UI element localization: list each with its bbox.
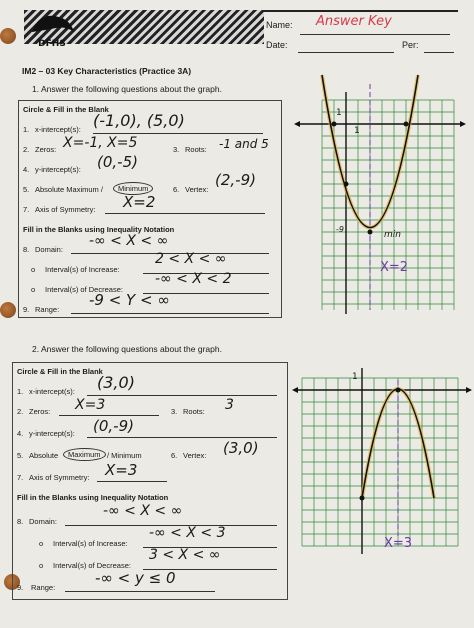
problem-2-box bbox=[12, 362, 288, 600]
p1-item2-label: Zeros: bbox=[35, 145, 57, 154]
p2-decrease-label: Interval(s) of Decrease: bbox=[53, 561, 131, 570]
graph-1-y1-label: 1 bbox=[336, 108, 342, 118]
graph-1 bbox=[288, 70, 468, 320]
p1-item6-num: 6. bbox=[173, 185, 180, 194]
p1-yint-answer: (0,-5) bbox=[97, 153, 138, 171]
p1-ineq4-num: 9. bbox=[23, 305, 30, 314]
graph-2-axis-label: X=3 bbox=[384, 536, 413, 551]
p1-ineq1-num: 8. bbox=[23, 245, 30, 254]
p2-domain-label: Domain: bbox=[29, 517, 57, 526]
name-value: Answer Key bbox=[316, 14, 392, 29]
p2-range-label: Range: bbox=[31, 583, 56, 592]
p1-axis-answer: X=2 bbox=[123, 193, 156, 211]
graph-1-x1-label: 1 bbox=[354, 126, 360, 136]
p1-domain-answer: -∞ < X < ∞ bbox=[89, 233, 169, 249]
p1-item4-label: y-intercept(s): bbox=[35, 165, 81, 174]
p2-item1-num: 1. bbox=[17, 387, 24, 396]
p2-item4-label: y-intercept(s): bbox=[29, 429, 75, 438]
header-info-box bbox=[262, 10, 458, 50]
p2-item7-num: 7. bbox=[17, 473, 24, 482]
problem-2-prompt: 2. Answer the following questions about the graph. bbox=[32, 344, 222, 354]
p1-domain-label: Domain: bbox=[35, 245, 63, 254]
p2-item2-num: 2. bbox=[17, 407, 24, 416]
p1-decrease-answer: -∞ < X < 2 bbox=[155, 271, 232, 287]
p2-item5-label: Absolute bbox=[29, 451, 59, 460]
problem-1-box bbox=[18, 100, 282, 318]
p1-xint-answer: (-1,0), (5,0) bbox=[93, 111, 185, 130]
p2-ineq-title: Fill in the Blanks using Inequality Notation bbox=[17, 493, 169, 502]
p2-item6-label: Vertex: bbox=[183, 451, 207, 460]
p2-item5-num: 5. bbox=[17, 451, 24, 460]
p1-increase-label: Interval(s) of Increase: bbox=[45, 265, 120, 274]
p2-ineq1-num: 8. bbox=[17, 517, 24, 526]
p2-xint-answer: (3,0) bbox=[97, 373, 135, 392]
graph-2-y1-label: 1 bbox=[352, 372, 358, 382]
p2-ineq3-num: o bbox=[39, 561, 44, 570]
p1-decrease-label: Interval(s) of Decrease: bbox=[45, 285, 123, 294]
p2-increase-label: Interval(s) of Increase: bbox=[53, 539, 128, 548]
p2-increase-answer: -∞ < X < 3 bbox=[149, 525, 226, 541]
p1-increase-answer: 2 < X < ∞ bbox=[155, 251, 227, 267]
p1-range-label: Range: bbox=[35, 305, 60, 314]
p1-item3-num: 3. bbox=[173, 145, 180, 154]
p1-roots-answer: -1 and 5 bbox=[219, 137, 269, 151]
p1-item1-num: 1. bbox=[23, 125, 30, 134]
p2-ineq2-num: o bbox=[39, 539, 44, 548]
p1-item7-num: 7. bbox=[23, 205, 30, 214]
box-2-title: Circle & Fill in the Blank bbox=[17, 367, 103, 376]
graph-1-neg9-label: -9 bbox=[336, 225, 344, 234]
p1-item3-label: Roots: bbox=[185, 145, 207, 154]
p2-item1-label: x-intercept(s): bbox=[29, 387, 75, 396]
p1-ineq-title: Fill in the Blanks using Inequality Notation bbox=[23, 225, 175, 234]
p1-item5-num: 5. bbox=[23, 185, 30, 194]
worksheet-title: IM2 – 03 Key Characteristics (Practice 3A) bbox=[22, 66, 192, 76]
p1-minimum-circled: Minimum bbox=[113, 182, 153, 195]
p1-item7-label: Axis of Symmetry: bbox=[35, 205, 96, 214]
p2-vertex-answer: (3,0) bbox=[223, 439, 259, 457]
p2-item2-label: Zeros: bbox=[29, 407, 51, 416]
problem-1-prompt: 1. Answer the following questions about the graph. bbox=[32, 84, 222, 94]
p1-zeros-answer: X=-1, X=5 bbox=[63, 135, 138, 151]
p2-maximum-circled: Maximum bbox=[63, 448, 106, 461]
p2-roots-answer: 3 bbox=[225, 397, 234, 413]
school-logo bbox=[26, 12, 78, 52]
p2-axis-answer: X=3 bbox=[105, 461, 138, 479]
per-label: Per: bbox=[402, 40, 419, 50]
p2-range-answer: -∞ < y ≤ 0 bbox=[95, 569, 176, 587]
p2-item6-num: 6. bbox=[171, 451, 178, 460]
p1-item2-num: 2. bbox=[23, 145, 30, 154]
date-label: Date: bbox=[266, 40, 288, 50]
p2-item5-after: / Minimum bbox=[107, 451, 142, 460]
p1-range-answer: -9 < Y < ∞ bbox=[89, 291, 170, 309]
p1-ineq3-num: o bbox=[31, 285, 36, 294]
p2-item3-num: 3. bbox=[171, 407, 178, 416]
p2-decrease-answer: 3 < X < ∞ bbox=[149, 547, 221, 563]
p2-item4-num: 4. bbox=[17, 429, 24, 438]
p2-item3-label: Roots: bbox=[183, 407, 205, 416]
p1-item6-label: Vertex: bbox=[185, 185, 209, 194]
p2-zeros-answer: X=3 bbox=[75, 397, 106, 413]
name-label: Name: bbox=[266, 20, 293, 30]
binder-hole-middle bbox=[0, 302, 16, 318]
p1-ineq2-num: o bbox=[31, 265, 36, 274]
p1-item1-label: x-intercept(s): bbox=[35, 125, 81, 134]
graph-1-min-label: min bbox=[384, 230, 401, 240]
p2-item7-label: Axis of Symmetry: bbox=[29, 473, 90, 482]
p2-ineq4-num: 9. bbox=[17, 583, 24, 592]
p1-item4-num: 4. bbox=[23, 165, 30, 174]
svg-text:DFHS: DFHS bbox=[38, 39, 66, 49]
graph-1-axis-label: X=2 bbox=[380, 260, 409, 275]
box-1-title: Circle & Fill in the Blank bbox=[23, 105, 109, 114]
binder-hole-top bbox=[0, 28, 16, 44]
graph-2 bbox=[292, 350, 472, 570]
p2-domain-answer: -∞ < X < ∞ bbox=[103, 503, 183, 519]
p1-item5-label: Absolute Maximum / bbox=[35, 185, 103, 194]
p1-vertex-answer: (2,-9) bbox=[215, 171, 256, 189]
p2-yint-answer: (0,-9) bbox=[93, 417, 134, 435]
